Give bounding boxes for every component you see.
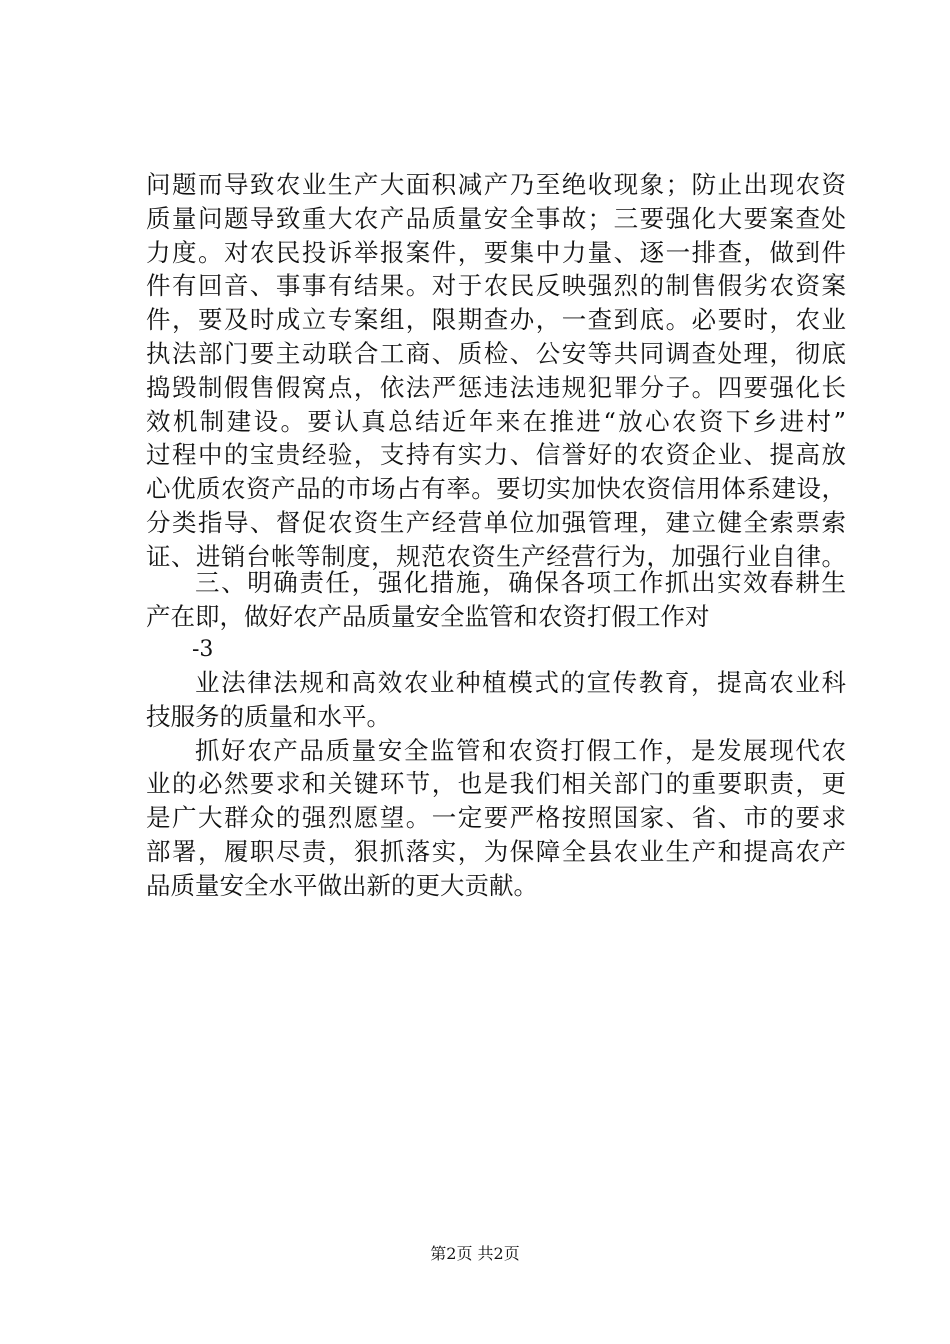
text-line: 力度。对农民投诉举报案件，要集中力量、逐一排查，做到件 — [146, 237, 846, 267]
text-line: 品质量安全水平做出新的更大贡献。 — [146, 870, 538, 900]
text-line: 证、进销台帐等制度，规范农资生产经营行为，加强行业自律。 — [146, 541, 846, 571]
text-line: 业的必然要求和关键环节，也是我们相关部门的重要职责，更 — [146, 769, 846, 799]
text-line: 过程中的宝贵经验，支持有实力、信誉好的农资企业、提高放 — [146, 440, 846, 470]
text-line: 抓好农产品质量安全监管和农资打假工作，是发展现代农 — [195, 735, 846, 765]
text-line: 技服务的质量和水平。 — [146, 701, 391, 731]
text-line: 件有回音、事事有结果。对于农民反映强烈的制售假劣农资案 — [146, 271, 846, 301]
text-line: 质量问题导致重大农产品质量安全事故；三要强化大要案查处 — [146, 203, 846, 233]
section-three-paragraph — [146, 566, 846, 666]
page-footer: 第2页 共2页 — [430, 1244, 520, 1263]
closing-paragraphs — [146, 666, 846, 903]
text-line: 分类指导、督促农资生产经营单位加强管理，建立健全索票索 — [146, 507, 846, 537]
text-line: 产在即，做好农产品质量安全监管和农资打假工作对 — [146, 601, 710, 631]
page-marker: -3 — [192, 636, 214, 662]
text-line: 部署，履职尽责，狠抓落实，为保障全县农业生产和提高农产 — [146, 836, 846, 866]
text-line: 业法律法规和高效农业种植模式的宣传教育，提高农业科 — [195, 668, 846, 697]
text-line: 三、明确责任，强化措施，确保各项工作抓出实效春耕生 — [195, 568, 846, 597]
text-line: 捣毁制假售假窝点，依法严惩违法违规犯罪分子。四要强化长 — [146, 372, 846, 402]
text-line: 执法部门要主动联合工商、质检、公安等共同调查处理，彻底 — [146, 338, 846, 368]
text-line: 心优质农资产品的市场占有率。要切实加快农资信用体系建设， — [146, 474, 846, 504]
text-line: 问题而导致农业生产大面积减产乃至绝收现象；防止出现农资 — [146, 170, 846, 199]
text-line: 件，要及时成立专案组，限期查办，一查到底。必要时，农业 — [146, 305, 846, 335]
text-line: 是广大群众的强烈愿望。一定要严格按照国家、省、市的要求 — [146, 803, 846, 833]
text-line: 效机制建设。要认真总结近年来在推进“放心农资下乡进村” — [146, 406, 846, 436]
paragraph-continued — [146, 168, 846, 574]
